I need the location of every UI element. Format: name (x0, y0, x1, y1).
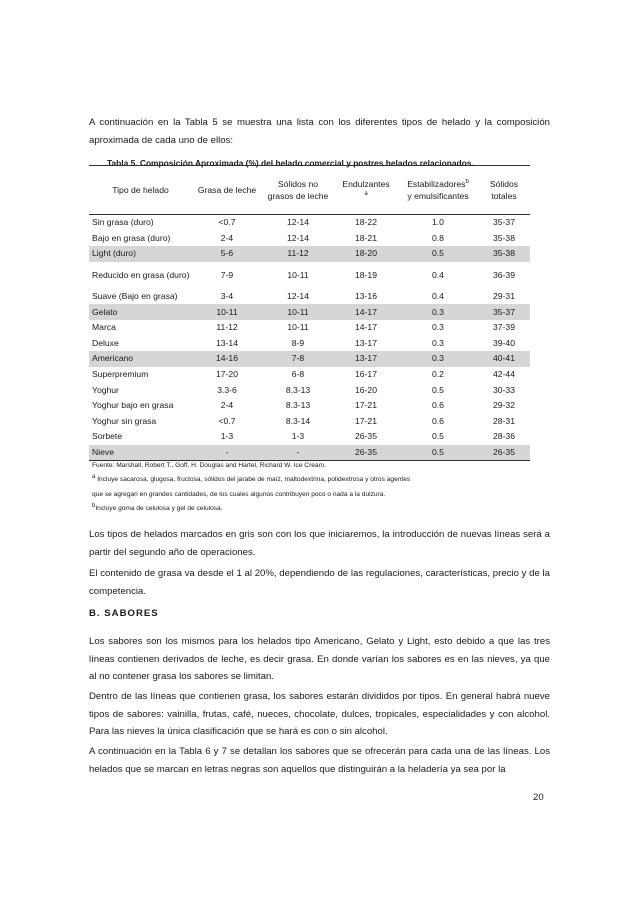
cell-grasa: <0.7 (218, 217, 236, 228)
table-source: Fuente: Marshall, Robert T., Goff, H. Douglas and Hartel, Richard W. Ice Cream. (92, 462, 326, 469)
header-solidos-no-grasos: Sólidos no grasos de leche (262, 166, 334, 215)
table-row (89, 429, 530, 445)
paragraph-flavor-types: Dentro de las líneas que contienen grasa, los sabores estarán divididos por tipos. En general habrá nueve tipos de sabores: vainilla, frutas, café, nueces, chocolate, dulces, tropicales, especialidades y con alcohol. Para las nieves la única clasificación que se hará es con o sin alcohol. (89, 691, 550, 737)
table-header-row (89, 166, 530, 215)
cell-grasa: 1-3 (220, 431, 234, 442)
cell-solidos-totales: 29-32 (493, 400, 515, 411)
intro-paragraph: A continuación en la Tabla 5 se muestra una lista con los diferentes tipos de helado y la composición aproximada de cada uno de ellos: (89, 117, 550, 146)
header-grasa: Grasa de leche (192, 166, 262, 215)
cell-tipo: Nieve (89, 445, 192, 461)
cell-solidos-totales: 42-44 (493, 369, 515, 380)
cell-tipo: Deluxe (92, 337, 119, 348)
cell-estabilizadores: 0.6 (432, 415, 444, 426)
cell-grasa: 11-12 (216, 322, 238, 333)
cell-endulzantes: 14-17 (355, 322, 377, 333)
cell-solidos-no-grasos: 11-12 (262, 246, 334, 262)
footnote-b-marker: b (465, 178, 469, 185)
cell-estabilizadores: 0.8 (432, 232, 444, 243)
cell-estabilizadores: 0.5 (432, 431, 444, 442)
cell-grasa: 3-4 (220, 291, 234, 302)
cell-estabilizadores: 0.5 (398, 246, 478, 262)
footnote-b (92, 504, 223, 514)
cell-solidos-totales: 37-39 (493, 322, 515, 333)
cell-grasa: 13-14 (216, 337, 238, 348)
cell-solidos-no-grasos: 10-11 (287, 322, 309, 333)
cell-endulzantes: 16-17 (355, 369, 377, 380)
paragraph-tables-6-7: A continuación en la Tabla 6 y 7 se detallan los sabores que se ofrecerán para cada una de las líneas. Los helados que se marcan en letras negras son aquellos que distinguirán a la heladería ya sea por la (89, 746, 550, 775)
cell-endulzantes: 18-22 (355, 217, 377, 228)
cell-estabilizadores: 0.5 (398, 445, 478, 461)
cell-tipo: Yoghur (92, 384, 119, 395)
cell-tipo: Bajo en grasa (duro) (92, 232, 171, 243)
cell-solidos-no-grasos: 12-14 (287, 291, 309, 302)
cell-estabilizadores: 0.3 (432, 322, 444, 333)
cell-endulzantes: 13-17 (355, 337, 377, 348)
footnote-a-mark: a (92, 473, 96, 480)
cell-solidos-no-grasos: 12-14 (287, 232, 309, 243)
cell-endulzantes: 26-35 (355, 431, 377, 442)
cell-grasa: <0.7 (218, 415, 236, 426)
cell-estabilizadores: 0.5 (432, 384, 444, 395)
table-row (89, 320, 530, 336)
header-tipo: Tipo de helado (89, 166, 192, 215)
cell-solidos-no-grasos: 12-14 (287, 217, 309, 228)
cell-solidos-totales: 35-37 (493, 217, 515, 228)
cell-endulzantes: 17-21 (355, 415, 377, 426)
footnote-a-text-1: Incluye sacarosa, glugosa, fructosa, sólidos del jarabe de maíz, maltodextrina, polidextrosa y otros agentes (97, 476, 411, 483)
paragraph-fat-content: El contenido de grasa va desde el 1 al 20%, dependiendo de las regulaciones, características, precio y de la competencia. (89, 568, 550, 597)
header-emulsificantes-label: y emulsificantes (407, 191, 469, 201)
table-row (89, 351, 530, 367)
footnote-a-continued: que se agregan en grandes cantidades, de los cuales algunos contribuyen poco o nada a la dulzura. (92, 491, 386, 498)
cell-grasa: 5-6 (192, 246, 262, 262)
cell-estabilizadores: 0.3 (398, 304, 478, 320)
cell-tipo: Yoghur sin grasa (92, 415, 157, 426)
cell-endulzantes: 17-21 (355, 400, 377, 411)
cell-estabilizadores: 0.4 (432, 269, 444, 280)
cell-estabilizadores: 1.0 (432, 217, 444, 228)
cell-solidos-no-grasos: 8.3-14 (285, 415, 311, 426)
cell-solidos-totales: 30-33 (493, 384, 515, 395)
table-row (89, 382, 530, 398)
cell-tipo: Sin grasa (duro) (92, 217, 154, 228)
table-row (89, 414, 530, 430)
table-row (89, 246, 530, 262)
cell-solidos-no-grasos: 6-8 (291, 369, 305, 380)
table-row (89, 398, 530, 414)
cell-endulzantes: 14-17 (334, 304, 398, 320)
cell-endulzantes: 18-19 (355, 269, 377, 280)
cell-grasa: 2-4 (220, 400, 234, 411)
cell-grasa: - (192, 445, 262, 461)
cell-endulzantes: 18-20 (334, 246, 398, 262)
cell-solidos-no-grasos: 10-11 (262, 304, 334, 320)
cell-solidos-no-grasos: 8.3-13 (285, 400, 311, 411)
cell-solidos-totales: 35-38 (478, 246, 530, 262)
cell-solidos-totales: 29-31 (493, 291, 515, 302)
cell-endulzantes: 16-20 (355, 384, 377, 395)
cell-solidos-no-grasos: 10-11 (287, 269, 309, 280)
page-number: 20 (533, 792, 544, 803)
cell-grasa: 14-16 (192, 351, 262, 367)
table-row (89, 262, 530, 289)
table-row (89, 289, 530, 305)
paragraph-gray-types: Los tipos de helados marcados en gris son con los que iniciaremos, la introducción de nuevas líneas será a partir del segundo año de operaciones. (89, 529, 550, 558)
table-row (89, 336, 530, 352)
header-endulzantes (334, 166, 398, 215)
cell-grasa: 7-9 (220, 269, 234, 280)
cell-solidos-no-grasos: 8.3-13 (285, 384, 311, 395)
cell-solidos-totales: 26-35 (478, 445, 530, 461)
cell-endulzantes: 13-16 (355, 291, 377, 302)
header-estabilizadores-label: Estabilizadores (407, 178, 466, 189)
paragraph-flavors: Los sabores son los mismos para los helados tipo Americano, Gelato y Light, esto debido a que las tres líneas contienen derivados de leche, es decir grasa. En donde varían los sabores es en las nieves, ya que al no contener grasa los sabores se limitan. (89, 636, 550, 682)
cell-tipo: Yoghur bajo en grasa (92, 400, 174, 411)
cell-tipo: Reducido en grasa (duro) (92, 269, 190, 280)
cell-grasa: 2-4 (220, 232, 234, 243)
cell-solidos-totales: 35-38 (493, 232, 515, 243)
cell-solidos-totales: 28-31 (493, 415, 515, 426)
table-row (89, 215, 530, 231)
cell-endulzantes: 13-17 (334, 351, 398, 367)
table-caption: Tabla 5. Composición Aproximada (%) del helado comercial y postres helados relacionados. (107, 158, 474, 168)
cell-solidos-totales: 39-40 (493, 337, 515, 348)
cell-estabilizadores: 0.2 (432, 369, 444, 380)
cell-solidos-no-grasos: 1-3 (291, 431, 305, 442)
cell-tipo: Light (duro) (89, 246, 192, 262)
cell-grasa: 3.3-6 (217, 384, 237, 395)
cell-estabilizadores: 0.4 (432, 291, 444, 302)
cell-estabilizadores: 0.3 (432, 337, 444, 348)
header-solidos-totales: Sólidos totales (478, 166, 530, 215)
cell-estabilizadores: 0.6 (432, 400, 444, 411)
footnote-b-mark: b (92, 502, 96, 509)
table-row (89, 367, 530, 383)
table-row (89, 304, 530, 320)
header-endulzantes-label: Endulzantes (342, 178, 390, 189)
cell-tipo: Sorbete (92, 431, 123, 442)
footnote-a-marker: a (364, 191, 368, 198)
cell-solidos-totales: 40-41 (478, 351, 530, 367)
cell-endulzantes: 18-21 (355, 232, 377, 243)
table-row (89, 231, 530, 247)
cell-solidos-totales: 28-36 (493, 431, 515, 442)
cell-solidos-no-grasos: - (262, 445, 334, 461)
cell-tipo: Suave (Bajo en grasa) (92, 291, 178, 302)
cell-solidos-totales: 36-39 (493, 269, 515, 280)
cell-tipo: Superpremium (92, 369, 149, 380)
footnote-a (92, 475, 410, 485)
footnote-b-text: Incluye goma de celulosa y gel de celulosa. (95, 505, 223, 512)
table-row (89, 445, 530, 461)
cell-endulzantes: 26-35 (334, 445, 398, 461)
cell-grasa: 10-11 (192, 304, 262, 320)
cell-grasa: 17-20 (216, 369, 238, 380)
section-heading: B. SABORES (89, 608, 159, 619)
cell-solidos-no-grasos: 8-9 (291, 337, 305, 348)
cell-tipo: Gelato (89, 304, 192, 320)
cell-solidos-totales: 35-37 (478, 304, 530, 320)
cell-tipo: Americano (89, 351, 192, 367)
header-estabilizadores (398, 166, 478, 215)
cell-solidos-no-grasos: 7-8 (262, 351, 334, 367)
cell-tipo: Marca (92, 322, 116, 333)
cell-estabilizadores: 0.3 (398, 351, 478, 367)
composition-table (89, 165, 530, 461)
